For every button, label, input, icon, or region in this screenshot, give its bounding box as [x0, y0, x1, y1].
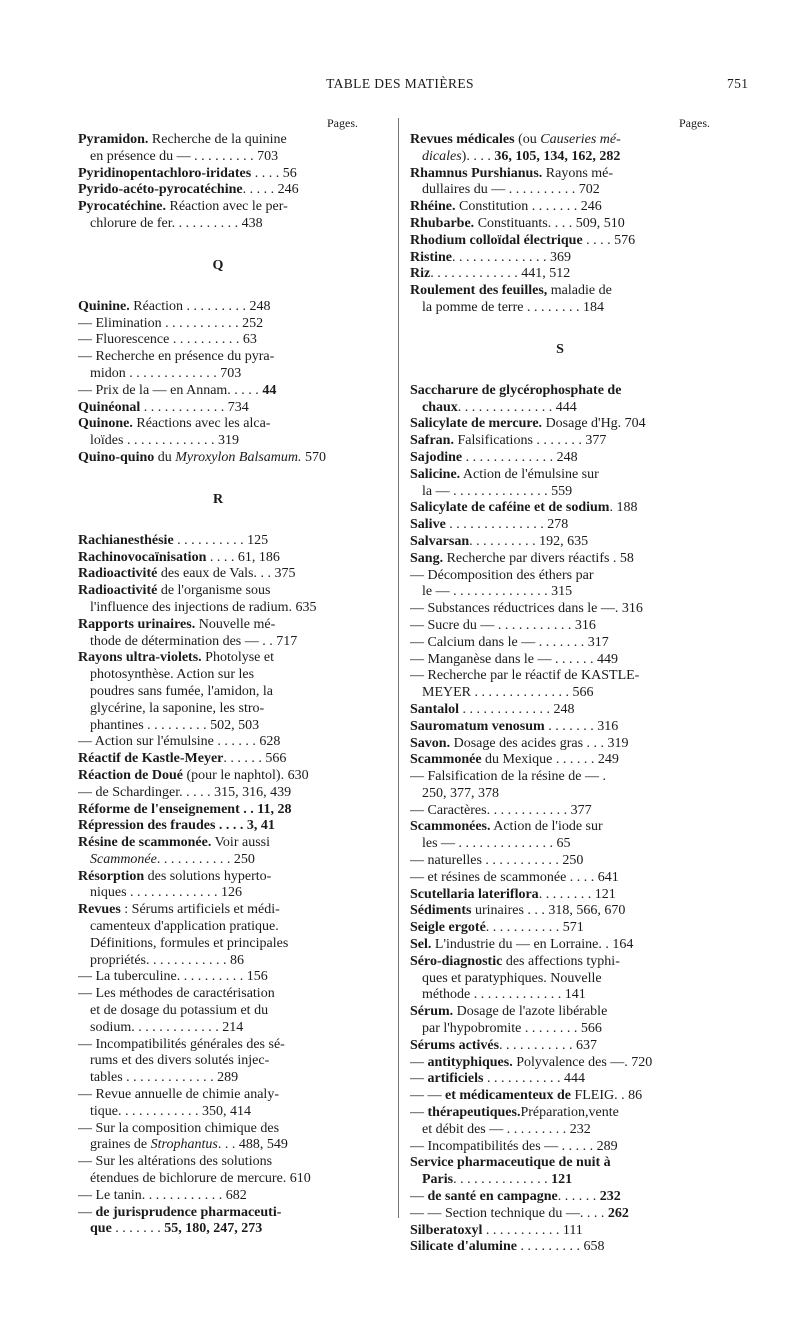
index-entry: étendues de bichlorure de mercure. 610: [90, 1171, 311, 1187]
pages-label: Pages.: [679, 116, 710, 130]
index-entry: Service pharmaceutique de nuit à: [410, 1155, 611, 1171]
index-entry: Quino-quino du Myroxylon Balsamum. 570: [78, 449, 326, 465]
index-entry: Riz. . . . . . . . . . . . . 441, 512: [410, 266, 571, 282]
index-entry: Définitions, formules et principales: [90, 935, 289, 951]
index-entry: graines de Strophantus. . . 488, 549: [90, 1137, 288, 1153]
entries-p: [78, 132, 358, 233]
index-entry: Quinone. Réactions avec les alca-: [78, 416, 271, 432]
index-entry: Paris. . . . . . . . . . . . . . 121: [422, 1172, 573, 1188]
index-entry: Salicylate de mercure. Dosage d'Hg. 704: [410, 416, 646, 432]
index-entry: et de dosage du potassium et du: [90, 1003, 269, 1019]
index-entry: phantines . . . . . . . . . 502, 503: [90, 717, 260, 733]
index-entry: Séro-diagnostic des affections typhi-: [410, 953, 620, 969]
section-letter-s: S: [556, 341, 564, 357]
index-entry: Sédiments urinaires . . . 318, 566, 670: [410, 903, 626, 919]
index-entry: Sérum. Dosage de l'azote libérable: [410, 1004, 608, 1020]
index-entry: Réforme de l'enseignement . . 11, 28: [78, 801, 292, 817]
index-entry: — et résines de scammonée . . . . 641: [410, 869, 619, 885]
index-entry: que . . . . . . . 55, 180, 247, 273: [90, 1221, 263, 1237]
index-entry: Pyramidon. Recherche de la quinine: [78, 132, 287, 147]
index-entry: — Caractères. . . . . . . . . . . . 377: [410, 802, 592, 818]
index-entry: Salicine. Action de l'émulsine sur: [410, 466, 599, 482]
index-entry: — artificiels . . . . . . . . . . . 444: [410, 1071, 585, 1087]
index-entry: poudres sans fumée, l'amidon, la: [90, 683, 273, 699]
index-entry: la — . . . . . . . . . . . . . . 559: [422, 483, 573, 499]
index-entry: — naturelles . . . . . . . . . . . 250: [410, 853, 584, 869]
index-entry: — La tuberculine. . . . . . . . . . 156: [78, 969, 268, 985]
index-entry: Silberatoxyl . . . . . . . . . . . 111: [410, 1222, 583, 1238]
index-entry: Rachianesthésie . . . . . . . . . . 125: [78, 532, 269, 548]
index-entry: chaux. . . . . . . . . . . . . . 444: [422, 399, 577, 415]
index-entry: loïdes . . . . . . . . . . . . . 319: [90, 433, 239, 449]
index-entry: Rhamnus Purshianus. Rayons mé-: [410, 165, 614, 181]
index-entry: Roulement des feuilles, maladie de: [410, 283, 612, 299]
page-number: 751: [727, 76, 749, 91]
index-entry: Réactif de Kastle-Meyer. . . . . . 566: [78, 751, 287, 767]
entries-r: [78, 533, 358, 1238]
index-entry: Revues : Sérums artificiels et médi-: [78, 902, 280, 918]
index-entry: — — Section technique du —. . . . 262: [410, 1205, 629, 1221]
index-entry: dullaires du — . . . . . . . . . . 702: [422, 182, 600, 198]
column-divider: [398, 118, 399, 1218]
index-entry: Scammonée du Mexique . . . . . . 249: [410, 752, 619, 768]
index-entry: — Incompatibilités des — . . . . . 289: [410, 1138, 618, 1154]
index-entry: le — . . . . . . . . . . . . . . 315: [422, 584, 573, 600]
index-entry: les — . . . . . . . . . . . . . . 65: [422, 836, 571, 852]
index-entry: et débit des — . . . . . . . . . 232: [422, 1121, 591, 1137]
index-entry: Salvarsan. . . . . . . . . . 192, 635: [410, 533, 589, 549]
index-entry: — Décomposition des éthers par: [410, 567, 594, 583]
index-entry: Saccharure de glycérophosphate de: [410, 382, 622, 398]
index-entry: — Substances réductrices dans le —. 316: [410, 601, 643, 617]
index-entry: camenteux d'application pratique.: [90, 919, 279, 935]
index-entry: Sérums activés. . . . . . . . . . . 637: [410, 1037, 598, 1053]
index-entry: Sel. L'industrie du — en Lorraine. . 164: [410, 937, 634, 953]
index-entry: en présence du — . . . . . . . . . 703: [90, 148, 279, 164]
index-entry: Résorption des solutions hyperto-: [78, 868, 272, 884]
index-entry: Pyrocatéchine. Réaction avec le per-: [78, 199, 288, 215]
index-entry: tables . . . . . . . . . . . . . 289: [90, 1070, 239, 1086]
index-entry: — Manganèse dans le — . . . . . . 449: [410, 651, 619, 667]
index-entry: midon . . . . . . . . . . . . . 703: [90, 365, 242, 381]
index-column-right: [410, 114, 710, 1256]
index-entry: photosynthèse. Action sur les: [90, 667, 255, 683]
index-entry: — Recherche en présence du pyra-: [78, 349, 275, 365]
index-entry: Rhodium colloïdal électrique . . . . 576: [410, 232, 636, 248]
index-entry: Rhubarbe. Constituants. . . . 509, 510: [410, 215, 625, 231]
index-entry: dicales). . . . 36, 105, 134, 162, 282: [422, 148, 621, 164]
index-entry: Salicylate de caféine et de sodium. 188: [410, 500, 638, 516]
index-entry: Quinine. Réaction . . . . . . . . . 248: [78, 298, 271, 314]
index-entry: niques . . . . . . . . . . . . . 126: [90, 885, 243, 901]
index-entry: Revues médicales (ou Causeries mé-: [410, 132, 621, 147]
index-entry: — de jurisprudence pharmaceuti-: [78, 1204, 282, 1220]
index-entry: Scammonées. Action de l'iode sur: [410, 819, 603, 835]
section-letter-q: Q: [212, 257, 224, 273]
index-entry: Savon. Dosage des acides gras . . . 319: [410, 735, 629, 751]
index-entry: Pyrido-acéto-pyrocatéchine. . . . . 246: [78, 182, 299, 198]
index-entry: propriétés. . . . . . . . . . . . 86: [90, 952, 244, 968]
index-entry: Sauromatum venosum . . . . . . . 316: [410, 718, 619, 734]
index-entry: Scutellaria lateriflora. . . . . . . . 121: [410, 886, 616, 902]
index-entry: Rapports urinaires. Nouvelle mé-: [78, 616, 276, 632]
index-entry: Quinéonal . . . . . . . . . . . . 734: [78, 399, 249, 415]
index-entry: Rhéine. Constitution . . . . . . . 246: [410, 199, 602, 215]
index-entry: Résine de scammonée. Voir aussi: [78, 835, 270, 851]
index-entry: Répression des fraudes . . . . 3, 41: [78, 818, 275, 834]
index-entry: — Prix de la — en Annam. . . . . 44: [78, 382, 277, 398]
entries-s: [410, 383, 710, 1256]
index-entry: MEYER . . . . . . . . . . . . . . 566: [422, 685, 594, 701]
index-entry: 250, 377, 378: [422, 785, 499, 801]
entries-r-cont: [410, 132, 710, 317]
index-entry: — Recherche par le réactif de KASTLE-: [410, 668, 640, 684]
index-entry: Ristine. . . . . . . . . . . . . . 369: [410, 249, 571, 265]
index-entry: — Les méthodes de caractérisation: [78, 986, 275, 1002]
index-entry: — thérapeutiques.Préparation,vente: [410, 1105, 619, 1121]
index-entry: — antityphiques. Polyvalence des —. 720: [410, 1054, 653, 1070]
index-entry: — Incompatibilités générales des sé-: [78, 1036, 285, 1052]
index-entry: sodium. . . . . . . . . . . . . 214: [90, 1019, 244, 1035]
index-entry: Sang. Recherche par divers réactifs . 58: [410, 550, 634, 566]
index-entry: — Revue annuelle de chimie analy-: [78, 1087, 279, 1103]
index-entry: Safran. Falsifications . . . . . . . 377: [410, 433, 607, 449]
index-entry: — de santé en campagne. . . . . . 232: [410, 1189, 621, 1205]
index-entry: Santalol . . . . . . . . . . . . . 248: [410, 701, 575, 717]
index-entry: l'influence des injections de radium. 635: [90, 599, 317, 615]
pages-label: Pages.: [327, 116, 358, 130]
index-entry: Rachinovocaïnisation . . . . 61, 186: [78, 549, 280, 565]
index-entry: — Sucre du — . . . . . . . . . . . 316: [410, 617, 596, 633]
index-entry: — Calcium dans le — . . . . . . . 317: [410, 634, 609, 650]
index-entry: Scammonée. . . . . . . . . . . 250: [90, 851, 255, 867]
entries-q: [78, 299, 358, 467]
index-entry: Radioactivité des eaux de Vals. . . 375: [78, 566, 296, 582]
index-entry: — — et médicamenteux de FLEIG. . 86: [410, 1088, 643, 1104]
index-entry: glycérine, la saponine, les stro-: [90, 700, 265, 716]
index-entry: rums et des divers solutés injec-: [90, 1053, 270, 1069]
index-entry: Pyridinopentachloro-iridates . . . . 56: [78, 165, 297, 181]
index-entry: chlorure de fer. . . . . . . . . . 438: [90, 215, 263, 231]
index-entry: — de Schardinger. . . . . 315, 316, 439: [78, 784, 292, 800]
page-header-title: TABLE DES MATIÈRES: [326, 76, 474, 91]
index-entry: Réaction de Doué (pour le naphtol). 630: [78, 767, 309, 783]
index-entry: — Elimination . . . . . . . . . . . 252: [78, 315, 264, 331]
index-entry: par l'hypobromite . . . . . . . . 566: [422, 1021, 602, 1037]
index-entry: Rayons ultra-violets. Photolyse et: [78, 650, 275, 666]
index-entry: Sajodine . . . . . . . . . . . . . 248: [410, 449, 578, 465]
index-entry: la pomme de terre . . . . . . . . 184: [422, 299, 604, 315]
index-entry: — Le tanin. . . . . . . . . . . . 682: [78, 1187, 247, 1203]
index-entry: Radioactivité de l'organisme sous: [78, 583, 271, 599]
index-entry: — Falsification de la résine de — .: [410, 769, 606, 785]
index-entry: — Sur la composition chimique des: [78, 1120, 280, 1136]
index-entry: Salive . . . . . . . . . . . . . . 278: [410, 517, 569, 533]
index-column-left: [78, 114, 358, 1238]
index-entry: Silicate d'alumine . . . . . . . . . 658: [410, 1239, 605, 1255]
index-entry: méthode . . . . . . . . . . . . . 141: [422, 987, 586, 1003]
index-entry: tique. . . . . . . . . . . . 350, 414: [90, 1103, 251, 1119]
index-entry: — Fluorescence . . . . . . . . . . 63: [78, 332, 257, 348]
index-entry: thode de détermination des — . . 717: [90, 633, 298, 649]
index-entry: ques et paratyphiques. Nouvelle: [422, 970, 602, 986]
index-entry: — Action sur l'émulsine . . . . . . 628: [78, 734, 281, 750]
index-entry: — Sur les altérations des solutions: [78, 1154, 273, 1170]
section-letter-r: R: [212, 491, 224, 507]
index-entry: Seigle ergoté. . . . . . . . . . . 571: [410, 920, 584, 936]
